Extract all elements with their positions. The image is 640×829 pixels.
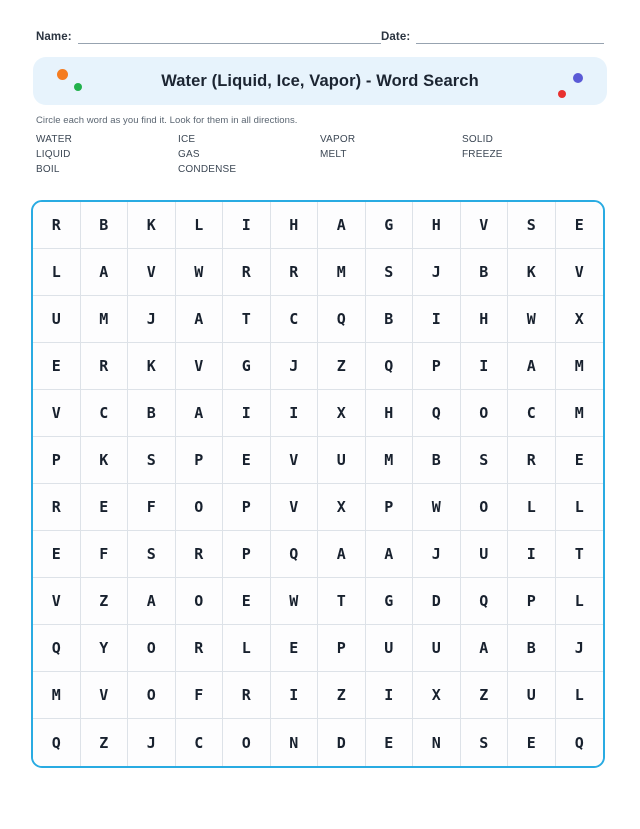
grid-cell[interactable]: N — [271, 719, 319, 766]
grid-cell[interactable]: Q — [413, 390, 461, 437]
grid-cell[interactable]: R — [271, 249, 319, 296]
grid-cell[interactable]: R — [508, 437, 556, 484]
date-label: Date: — [381, 31, 411, 43]
word-list-item[interactable]: LIQUID — [36, 149, 71, 160]
grid-cell[interactable]: E — [33, 531, 81, 578]
grid-cell[interactable]: A — [508, 343, 556, 390]
word-list-item[interactable]: VAPOR — [320, 134, 356, 145]
grid-cell[interactable]: E — [556, 202, 604, 249]
word-list-item[interactable]: WATER — [36, 134, 72, 145]
grid-cell[interactable]: X — [318, 390, 366, 437]
grid-cell[interactable]: B — [128, 390, 176, 437]
name-date-row — [36, 31, 604, 44]
grid-cell[interactable]: B — [508, 625, 556, 672]
grid-cell[interactable]: Z — [318, 343, 366, 390]
grid-cell[interactable]: R — [176, 625, 224, 672]
title-banner — [33, 57, 607, 105]
grid-cell[interactable]: E — [81, 484, 129, 531]
grid-cell[interactable]: N — [413, 719, 461, 766]
grid-cell[interactable]: S — [128, 437, 176, 484]
grid-cell[interactable]: T — [318, 578, 366, 625]
grid-cell[interactable]: E — [33, 343, 81, 390]
grid-cell[interactable]: B — [366, 296, 414, 343]
word-list-row — [36, 147, 606, 162]
grid-cell[interactable]: M — [33, 672, 81, 719]
grid-cell[interactable]: E — [556, 437, 604, 484]
grid-cell[interactable]: O — [128, 672, 176, 719]
grid-cell[interactable]: U — [318, 437, 366, 484]
grid-cell[interactable]: X — [556, 296, 604, 343]
word-list-item[interactable]: FREEZE — [462, 149, 503, 160]
grid-cell[interactable]: J — [128, 296, 176, 343]
grid-cell[interactable]: L — [33, 249, 81, 296]
grid-cell[interactable]: B — [461, 249, 509, 296]
word-list-item[interactable]: ICE — [178, 134, 196, 145]
grid-cell[interactable]: W — [271, 578, 319, 625]
grid-cell[interactable]: O — [176, 578, 224, 625]
grid-cell[interactable]: V — [33, 390, 81, 437]
word-list — [36, 132, 606, 177]
grid-cell[interactable]: U — [508, 672, 556, 719]
word-list-empty — [320, 162, 462, 177]
page-title: Water (Liquid, Ice, Vapor) - Word Search — [161, 71, 479, 90]
grid-cell[interactable]: P — [508, 578, 556, 625]
word-list-row — [36, 162, 606, 177]
grid-cell[interactable]: Q — [366, 343, 414, 390]
grid-cell[interactable]: I — [271, 390, 319, 437]
date-field[interactable] — [381, 31, 604, 44]
grid-cell[interactable]: P — [176, 437, 224, 484]
grid-cell[interactable]: E — [223, 437, 271, 484]
instructions-text: Circle each word as you find it. Look for them in all directions. — [36, 115, 298, 126]
grid-cell[interactable]: K — [128, 202, 176, 249]
grid-cell[interactable]: F — [81, 531, 129, 578]
grid-cell[interactable]: T — [223, 296, 271, 343]
word-list-item[interactable]: BOIL — [36, 164, 60, 175]
grid-cell[interactable]: M — [366, 437, 414, 484]
grid-cell[interactable]: B — [413, 437, 461, 484]
name-label: Name: — [36, 31, 72, 43]
grid-cell[interactable]: A — [366, 531, 414, 578]
grid-cell[interactable]: E — [223, 578, 271, 625]
grid-cell[interactable]: V — [176, 343, 224, 390]
grid-cell[interactable]: A — [461, 625, 509, 672]
grid-cell[interactable]: J — [413, 531, 461, 578]
grid-cell[interactable]: O — [223, 719, 271, 766]
grid-cell[interactable]: A — [176, 296, 224, 343]
grid-cell[interactable]: I — [413, 296, 461, 343]
grid-cell[interactable]: D — [413, 578, 461, 625]
grid-cell[interactable]: J — [556, 625, 604, 672]
grid-cell[interactable]: V — [271, 484, 319, 531]
grid-cell[interactable]: F — [176, 672, 224, 719]
grid-cell[interactable]: L — [223, 625, 271, 672]
grid-cell[interactable]: U — [366, 625, 414, 672]
grid-cell[interactable]: H — [413, 202, 461, 249]
grid-cell[interactable]: P — [33, 437, 81, 484]
grid-cell[interactable]: D — [318, 719, 366, 766]
grid-cell[interactable]: A — [81, 249, 129, 296]
grid-cell[interactable]: V — [271, 437, 319, 484]
grid-cell[interactable]: Q — [461, 578, 509, 625]
grid-cell[interactable]: C — [508, 390, 556, 437]
grid-cell[interactable]: F — [128, 484, 176, 531]
word-list-item[interactable]: CONDENSE — [178, 164, 237, 175]
grid-cell[interactable]: S — [461, 437, 509, 484]
grid-cell[interactable]: L — [556, 484, 604, 531]
grid-cell[interactable]: E — [508, 719, 556, 766]
grid-cell[interactable]: W — [508, 296, 556, 343]
grid-cell[interactable]: R — [33, 484, 81, 531]
grid-cell[interactable]: L — [176, 202, 224, 249]
grid-cell[interactable]: V — [556, 249, 604, 296]
grid-cell[interactable]: K — [508, 249, 556, 296]
grid-cell[interactable]: J — [271, 343, 319, 390]
grid-cell[interactable]: E — [366, 719, 414, 766]
grid-cell[interactable]: A — [128, 578, 176, 625]
grid-cell[interactable]: L — [508, 484, 556, 531]
grid-cell[interactable]: A — [176, 390, 224, 437]
grid-cell[interactable]: K — [81, 437, 129, 484]
grid-cell[interactable]: Q — [318, 296, 366, 343]
grid-cell[interactable]: U — [33, 296, 81, 343]
grid-cell[interactable]: R — [223, 249, 271, 296]
grid-cell[interactable]: L — [556, 578, 604, 625]
word-search-grid[interactable] — [33, 202, 603, 766]
grid-cell[interactable]: P — [223, 484, 271, 531]
grid-cell[interactable]: Q — [33, 625, 81, 672]
grid-cell[interactable]: L — [556, 672, 604, 719]
grid-cell[interactable]: I — [271, 672, 319, 719]
name-input-line[interactable] — [78, 31, 381, 44]
grid-cell[interactable]: Z — [461, 672, 509, 719]
grid-cell[interactable]: M — [556, 390, 604, 437]
grid-cell[interactable]: R — [33, 202, 81, 249]
grid-cell[interactable]: Y — [81, 625, 129, 672]
grid-cell[interactable]: X — [318, 484, 366, 531]
grid-cell[interactable]: V — [33, 578, 81, 625]
grid-cell[interactable]: A — [318, 202, 366, 249]
grid-cell[interactable]: G — [366, 202, 414, 249]
grid-cell[interactable]: W — [176, 249, 224, 296]
word-search-grid-container — [31, 200, 605, 768]
grid-cell[interactable]: T — [556, 531, 604, 578]
grid-cell[interactable]: I — [366, 672, 414, 719]
grid-cell[interactable]: P — [318, 625, 366, 672]
grid-cell[interactable]: V — [81, 672, 129, 719]
grid-cell[interactable]: C — [271, 296, 319, 343]
grid-cell[interactable]: V — [128, 249, 176, 296]
grid-cell[interactable]: Z — [81, 578, 129, 625]
grid-cell[interactable]: H — [461, 296, 509, 343]
grid-cell[interactable]: O — [461, 390, 509, 437]
grid-cell[interactable]: O — [461, 484, 509, 531]
word-list-empty — [462, 162, 604, 177]
grid-cell[interactable]: S — [508, 202, 556, 249]
grid-cell[interactable]: O — [176, 484, 224, 531]
word-list-row — [36, 132, 606, 147]
grid-cell[interactable]: U — [413, 625, 461, 672]
grid-cell[interactable]: M — [81, 296, 129, 343]
grid-cell[interactable]: Z — [318, 672, 366, 719]
grid-cell[interactable]: S — [461, 719, 509, 766]
grid-cell[interactable]: C — [176, 719, 224, 766]
name-field[interactable] — [36, 31, 381, 44]
grid-cell[interactable]: Q — [556, 719, 604, 766]
grid-cell[interactable]: W — [413, 484, 461, 531]
word-list-item[interactable]: SOLID — [462, 134, 494, 145]
grid-cell[interactable]: S — [128, 531, 176, 578]
grid-cell[interactable]: G — [366, 578, 414, 625]
grid-cell[interactable]: I — [461, 343, 509, 390]
grid-cell[interactable]: J — [128, 719, 176, 766]
grid-cell[interactable]: I — [508, 531, 556, 578]
grid-cell[interactable]: C — [81, 390, 129, 437]
grid-cell[interactable]: M — [318, 249, 366, 296]
grid-cell[interactable]: H — [366, 390, 414, 437]
grid-cell[interactable]: A — [318, 531, 366, 578]
grid-cell[interactable]: P — [223, 531, 271, 578]
grid-cell[interactable]: M — [556, 343, 604, 390]
word-list-item[interactable]: MELT — [320, 149, 347, 160]
grid-cell[interactable]: R — [176, 531, 224, 578]
grid-cell[interactable]: R — [81, 343, 129, 390]
grid-cell[interactable]: I — [223, 390, 271, 437]
grid-cell[interactable]: G — [223, 343, 271, 390]
grid-cell[interactable]: Q — [33, 719, 81, 766]
grid-cell[interactable]: K — [128, 343, 176, 390]
grid-cell[interactable]: Q — [271, 531, 319, 578]
grid-cell[interactable]: H — [271, 202, 319, 249]
grid-cell[interactable]: P — [366, 484, 414, 531]
grid-cell[interactable]: X — [413, 672, 461, 719]
grid-cell[interactable]: E — [271, 625, 319, 672]
date-input-line[interactable] — [416, 31, 604, 44]
word-list-item[interactable]: GAS — [178, 149, 200, 160]
grid-cell[interactable]: V — [461, 202, 509, 249]
grid-cell[interactable]: S — [366, 249, 414, 296]
grid-cell[interactable]: U — [461, 531, 509, 578]
grid-cell[interactable]: O — [128, 625, 176, 672]
grid-cell[interactable]: P — [413, 343, 461, 390]
grid-cell[interactable]: Z — [81, 719, 129, 766]
grid-cell[interactable]: J — [413, 249, 461, 296]
grid-cell[interactable]: R — [223, 672, 271, 719]
grid-cell[interactable]: I — [223, 202, 271, 249]
grid-cell[interactable]: B — [81, 202, 129, 249]
